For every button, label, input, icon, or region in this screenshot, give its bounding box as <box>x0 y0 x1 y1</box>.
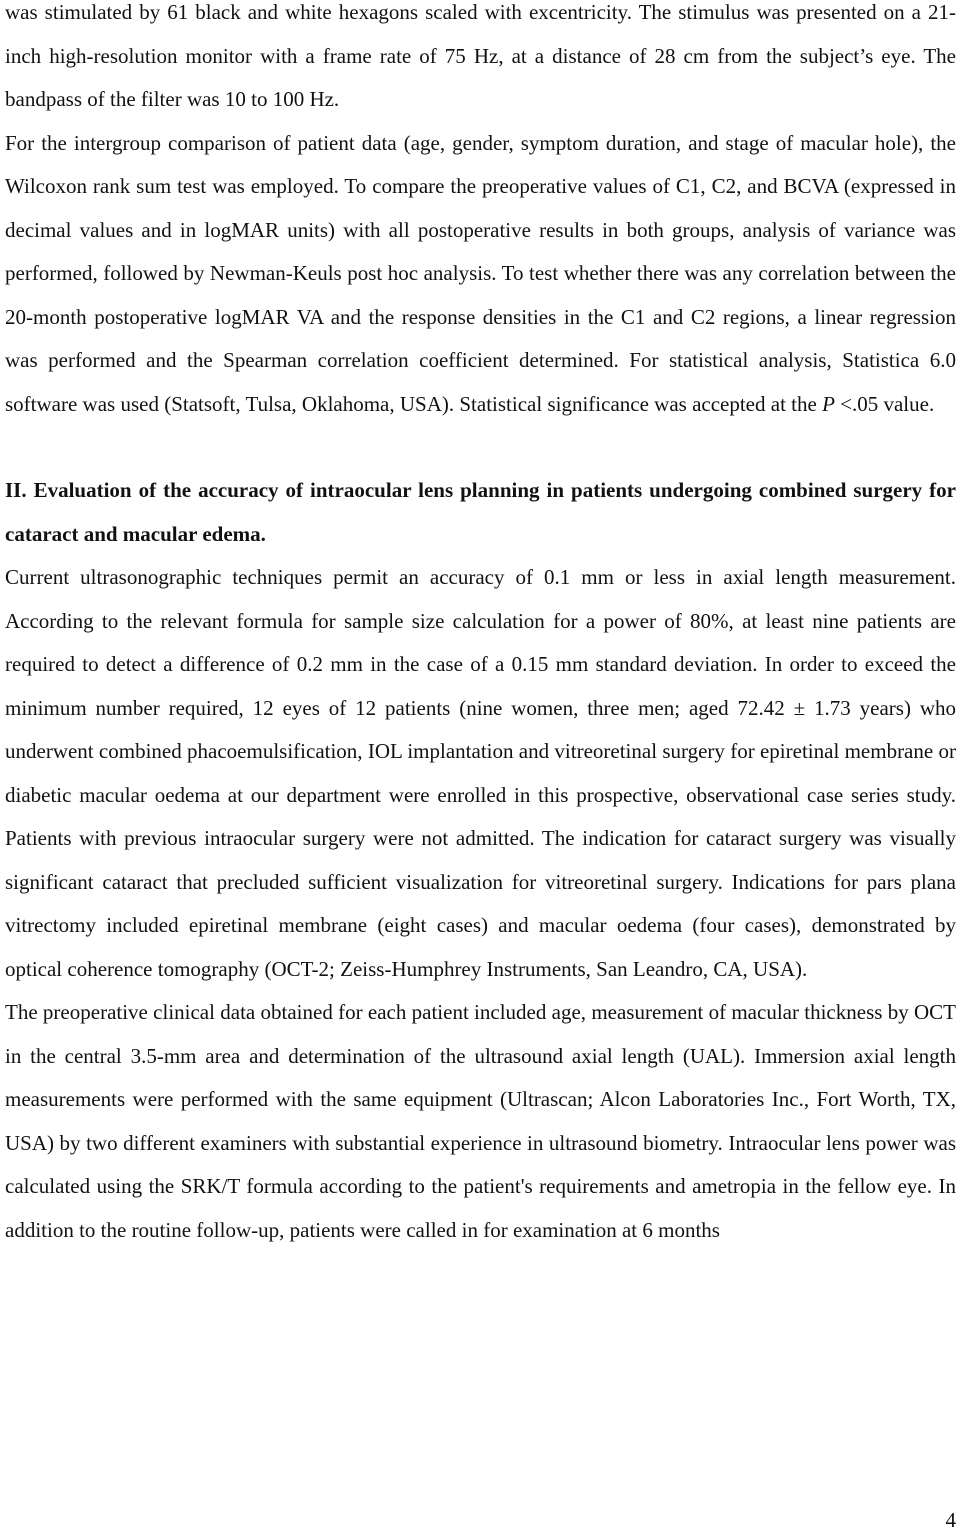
paragraph-ultrasonography-text: Current ultrasonographic techniques permit an accuracy of 0.1 mm or less in axial length measurement. According to the relevant formula for sample size calculation for a power of 80%, at least nine patients are required to detect a difference of 0.2 mm in the case of a 0.15 mm standard deviation. In order to exceed the minimum number required, 12 eyes of 12 patients (nine women, three men; aged 72.42 ± 1.73 years) who underwent combined phacoemulsification, IOL implantation and vitreoretinal surgery for epiretinal membrane or diabetic macular oedema at our department were enrolled in this prospective, observational case series study. Patients with previous intraocular surgery were not admitted. The indication for cataract surgery was visually significant cataract that precluded sufficient visualization for vitreoretinal surgery. Indications for pars plana vitrectomy included epiretinal membrane (eight cases) and macular oedema (four cases), demonstrated by optical coherence tomography (OCT-2; Zeiss-Humphrey Instruments, San Leandro, CA, USA). <box>5 565 956 981</box>
paragraph-preoperative-data-text: The preoperative clinical data obtained for each patient included age, measurement of macular thickness by OCT in the central 3.5-mm area and determination of the ultrasound axial length (UAL). Immersion axial length measurements were performed with the same equipment (Ultrascan; Alcon Laboratories Inc., Fort Worth, TX, USA) by two different examiners with substantial experience in ultrasound biometry. Intraocular lens power was calculated using the SRK/T formula according to the patient's requirements and ametropia in the fellow eye. In addition to the routine follow-up, patients were called in for examination at 6 months <box>5 1000 956 1242</box>
section-heading: II. Evaluation of the accuracy of intraocular lens planning in patients undergoing combined surgery for cataract and macular edema. <box>5 478 956 546</box>
paragraph-ultrasonography <box>5 556 956 991</box>
paragraph-statistics <box>5 122 956 427</box>
paragraph-statistics-text: For the intergroup comparison of patient data (age, gender, symptom duration, and stage of macular hole), the Wilcoxon rank sum test was employed. To compare the preoperative values of C1, C2, and BCVA (expressed in decimal values and in logMAR units) with all postoperative results in both groups, analysis of variance was performed, followed by Newman-Keuls post hoc analysis. To test whether there was any correlation between the 20-month postoperative logMAR VA and the response densities in the C1 and C2 regions, a linear regression was performed and the Spearman correlation coefficient determined. For statistical analysis, Statistica 6.0 software was used (Statsoft, Tulsa, Oklahoma, USA). Statistical significance was accepted at the <box>5 130 956 416</box>
paragraph-stimulus-text: was stimulated by 61 black and white hexagons scaled with excentricity. The stimulus was presented on a 21-inch high-resolution monitor with a frame rate of 75 Hz, at a distance of 28 cm from the subject’s eye. The bandpass of the filter was 10 to 100 Hz. <box>5 0 956 111</box>
paragraph-statistics-end: <.05 value. <box>834 391 935 416</box>
page-number: 4 <box>945 1508 956 1532</box>
section-spacer <box>5 426 956 469</box>
paragraph-preoperative-data <box>5 991 956 1252</box>
paragraph-stimulus <box>5 0 956 122</box>
p-value-symbol: P <box>822 391 835 416</box>
